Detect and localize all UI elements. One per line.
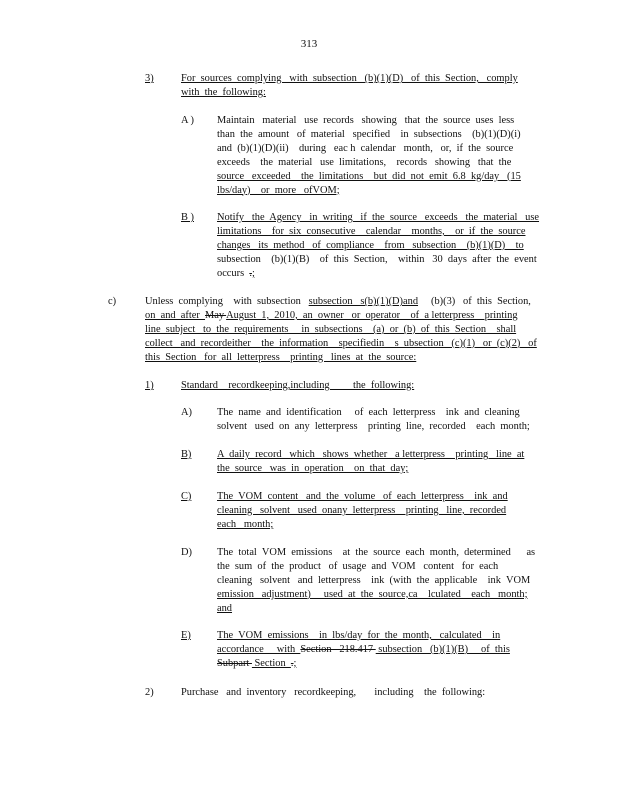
plain-text: The total VOM emissions at the source each month, determined as bbox=[217, 547, 536, 558]
struck-text: . bbox=[290, 657, 294, 669]
text-line bbox=[145, 309, 537, 323]
inserted-text: subsection (b)(1)(B) of this bbox=[375, 643, 510, 655]
text-line bbox=[181, 379, 426, 393]
item-label: 1) bbox=[145, 380, 154, 391]
item-text bbox=[181, 686, 486, 700]
item-text bbox=[217, 448, 535, 476]
text-line bbox=[181, 686, 486, 700]
text-line bbox=[217, 184, 522, 198]
item-text bbox=[217, 211, 540, 281]
text-line bbox=[217, 518, 522, 532]
plain-text: occurs bbox=[217, 267, 250, 279]
item-text bbox=[181, 379, 426, 393]
item-text bbox=[217, 114, 522, 197]
text-line bbox=[217, 114, 522, 128]
item-text bbox=[145, 295, 537, 365]
inserted-text: August 1, 2010, an owner or operator of a letterpress printing bbox=[226, 309, 518, 321]
inserted-text: on and after bbox=[145, 309, 206, 321]
item-label: C) bbox=[181, 491, 192, 502]
plain-text: Purchase and inventory recordkeeping, including the following: bbox=[181, 687, 486, 698]
plain-text: Maintain material use records showing that the source uses less bbox=[217, 115, 515, 126]
item-label: B) bbox=[181, 449, 192, 460]
text-line bbox=[145, 323, 537, 337]
inserted-text: the source was in operation on that day; bbox=[217, 462, 409, 474]
text-line bbox=[145, 295, 537, 309]
plain-text: The name and identification of each letterpress ink and cleaning bbox=[217, 407, 520, 418]
text-line bbox=[181, 72, 531, 86]
inserted-text: changes its method of compliance from subsection (b)(1)(D) to bbox=[217, 239, 524, 251]
inserted-text: ; bbox=[251, 267, 255, 279]
plain-text: the sum of the product of usage and VOM content for each bbox=[217, 560, 499, 572]
inserted-text: line subject to the requirements in subsections (a) or (b) of this Section shall bbox=[145, 323, 517, 335]
inserted-text: cleaning solvent used onany letterpress printing line, recorded bbox=[217, 504, 507, 516]
inserted-text: ; bbox=[293, 657, 297, 669]
inserted-text: emission adjustment) used at the source,ca lculated each month; bbox=[217, 588, 528, 600]
inserted-text: lbs/day) or more ofVOM; bbox=[217, 184, 340, 196]
text-line bbox=[217, 211, 540, 225]
struck-text: Subpart bbox=[217, 657, 252, 669]
text-line bbox=[217, 267, 535, 281]
inserted-text: with the following: bbox=[181, 86, 266, 98]
inserted-text: Notify the Agency in writing if the source exceeds the material use bbox=[217, 212, 540, 223]
text-line bbox=[145, 337, 537, 351]
item-text bbox=[181, 72, 531, 100]
item-label: 3) bbox=[145, 73, 154, 84]
text-line bbox=[217, 490, 522, 504]
plain-text: than the amount of material specified in subsections (b)(1)(D)(i) bbox=[217, 128, 521, 140]
inserted-text: Section bbox=[251, 657, 291, 669]
item-label: c) bbox=[108, 296, 117, 307]
inserted-text: For sources complying with subsection (b)(1)(D) of this Section, comply bbox=[181, 73, 518, 84]
item-label: E) bbox=[181, 630, 191, 641]
text-line bbox=[217, 142, 522, 156]
item-label: 2) bbox=[145, 687, 154, 698]
inserted-text: this Section for all letterpress printing lines at the source: bbox=[145, 351, 417, 363]
inserted-text: subsection s(b)(1)(D)and bbox=[308, 296, 419, 307]
inserted-text: source exceeded the limitations but did not emit 6.8 kg/day (15 bbox=[217, 170, 521, 182]
text-line bbox=[217, 420, 535, 434]
text-line bbox=[217, 602, 539, 616]
text-line bbox=[217, 253, 535, 267]
plain-text: Unless complying with subsection bbox=[145, 296, 309, 307]
text-line bbox=[217, 128, 522, 142]
struck-text: May bbox=[205, 309, 227, 321]
text-line bbox=[217, 657, 509, 671]
text-line bbox=[217, 560, 539, 574]
plain-text: (b)(3) of this Section, bbox=[418, 296, 531, 307]
text-line bbox=[145, 351, 537, 365]
plain-text: subsection (b)(1)(B) of this Section, within 30 days after the event bbox=[217, 253, 537, 265]
inserted-text: The VOM content and the volume of each letterpress ink and bbox=[217, 491, 508, 502]
inserted-text: and bbox=[217, 602, 233, 614]
text-line bbox=[217, 546, 539, 560]
item-text bbox=[217, 629, 509, 671]
text-line bbox=[217, 448, 535, 462]
inserted-text: collect and recordeither the information specifiedin s ubsection (c)(1) or (c)(2) of bbox=[145, 337, 537, 349]
text-line bbox=[217, 406, 535, 420]
text-line bbox=[217, 629, 509, 643]
item-label: D) bbox=[181, 547, 192, 558]
inserted-text: each month; bbox=[217, 518, 274, 530]
text-line bbox=[217, 170, 522, 184]
inserted-text: A daily record which shows whether a letterpress printing line at bbox=[217, 449, 525, 460]
text-line bbox=[217, 225, 535, 239]
inserted-text: limitations for six consecutive calendar months, or if the source bbox=[217, 225, 526, 237]
inserted-text: The VOM emissions in lbs/day for the month, calculated in bbox=[217, 630, 501, 641]
plain-text: exceeds the material use limitations, records showing that the bbox=[217, 156, 512, 168]
item-text bbox=[217, 406, 535, 434]
text-line bbox=[217, 574, 539, 588]
inserted-text: accordance with bbox=[217, 643, 301, 655]
plain-text: cleaning solvent and letterpress ink (with the applicable ink VOM bbox=[217, 574, 531, 586]
text-line bbox=[217, 156, 522, 170]
struck-text: Section 218.417 bbox=[300, 643, 376, 655]
text-line bbox=[217, 643, 509, 657]
text-line bbox=[217, 239, 535, 253]
plain-text: and (b)(1)(D)(ii) during eac h calendar month, or, if the source bbox=[217, 142, 514, 154]
item-text bbox=[217, 490, 522, 532]
struck-text: . bbox=[249, 267, 252, 279]
item-text bbox=[217, 546, 539, 616]
item-label: B ) bbox=[181, 212, 194, 223]
item-label: A) bbox=[181, 407, 192, 418]
text-line bbox=[217, 588, 539, 602]
page-number: 313 bbox=[300, 38, 318, 50]
plain-text: solvent used on any letterpress printing line, recorded each month; bbox=[217, 420, 530, 432]
text-line bbox=[217, 504, 522, 518]
text-line bbox=[217, 462, 535, 476]
inserted-text: Standard recordkeeping,including the following: bbox=[181, 380, 415, 391]
text-line bbox=[181, 86, 531, 100]
item-label: A ) bbox=[181, 115, 194, 126]
